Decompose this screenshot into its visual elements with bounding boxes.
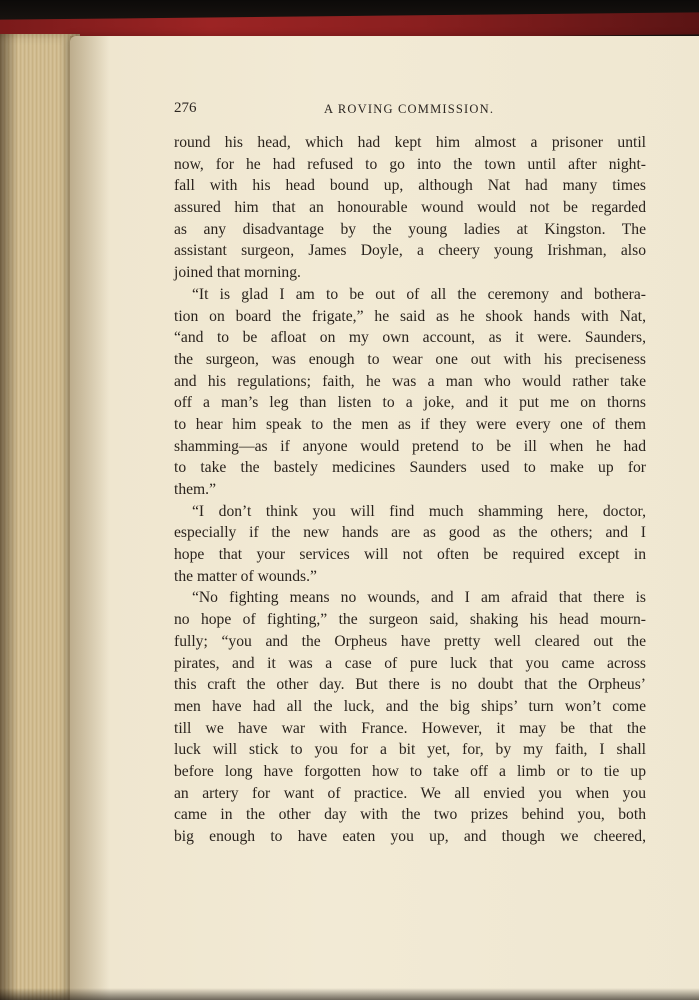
text-line: fully; “you and the Orpheus have pretty well cleared out the: [174, 632, 646, 650]
text-line: an artery for want of practice. We all envied you when you: [174, 784, 646, 802]
background-bottom: [0, 988, 699, 1000]
text-line: “No fighting means no wounds, and I am afraid that there is: [192, 589, 646, 607]
text-line: as any disadvantage by the young ladies at Kingston. The: [174, 220, 646, 238]
text-line: round his head, which had kept him almost a prisoner until: [174, 134, 646, 151]
page-header: [174, 100, 646, 122]
text-line: to hear him speak to the men as if they were every one of them: [174, 415, 646, 433]
body-text: [174, 132, 646, 848]
text-line: off a man’s leg than listen to a joke, and it put me on thorns: [174, 394, 646, 412]
text-line: assured him that an honourable wound would not be regarded: [174, 199, 646, 217]
text-line: joined that morning.: [174, 264, 301, 282]
text-line: till we have war with France. However, it may be that the: [174, 719, 646, 737]
text-line: to take the bastely medicines Saunders used to make up for: [174, 459, 646, 477]
text-line: fall with his head bound up, although Nat had many times: [174, 177, 646, 195]
text-line: especially if the new hands are as good as the others; and I: [174, 524, 646, 542]
page-number: 276: [174, 100, 197, 116]
text-line: came in the other day with the two prizes behind you, both: [174, 806, 646, 824]
text-line: “I don’t think you will find much shamming here, doctor,: [192, 502, 646, 520]
text-line: the surgeon, was enough to wear one out with his preciseness: [174, 350, 646, 368]
text-line: “It is glad I am to be out of all the ceremony and bothera-: [192, 285, 646, 303]
text-line: big enough to have eaten you up, and though we cheered,: [174, 828, 646, 845]
text-line: shamming—as if anyone would pretend to be ill when he had: [174, 437, 646, 455]
gutter-shadow: [70, 36, 110, 1000]
text-line: them.”: [174, 481, 216, 498]
text-line: hope that your services will not often be required except in: [174, 546, 646, 564]
text-line: before long have forgotten how to take off a limb or to tie up: [174, 762, 646, 780]
text-line: assistant surgeon, James Doyle, a cheery young Irishman, also: [174, 242, 646, 260]
text-line: “and to be afloat on my own account, as it were. Saunders,: [174, 329, 646, 347]
text-line: this craft the other day. But there is no doubt that the Orpheus’: [174, 676, 646, 694]
text-line: the matter of wounds.”: [174, 567, 317, 585]
text-line: pirates, and it was a case of pure luck that you came across: [174, 654, 646, 672]
text-line: and his regulations; faith, he was a man who would rather take: [174, 372, 646, 390]
text-line: luck will stick to you for a bit yet, for, by my faith, I shall: [174, 741, 646, 759]
text-line: tion on board the frigate,” he said as he shook hands with Nat,: [174, 307, 646, 325]
text-line: men have had all the luck, and the big ships’ turn won’t come: [174, 697, 646, 715]
text-line: now, for he had refused to go into the town until after night-: [174, 155, 646, 173]
running-title: A ROVING COMMISSION.: [324, 102, 495, 116]
text-line: no hope of fighting,” the surgeon said, shaking his head mourn-: [174, 611, 646, 629]
page-stack-shadow: [0, 34, 18, 1000]
